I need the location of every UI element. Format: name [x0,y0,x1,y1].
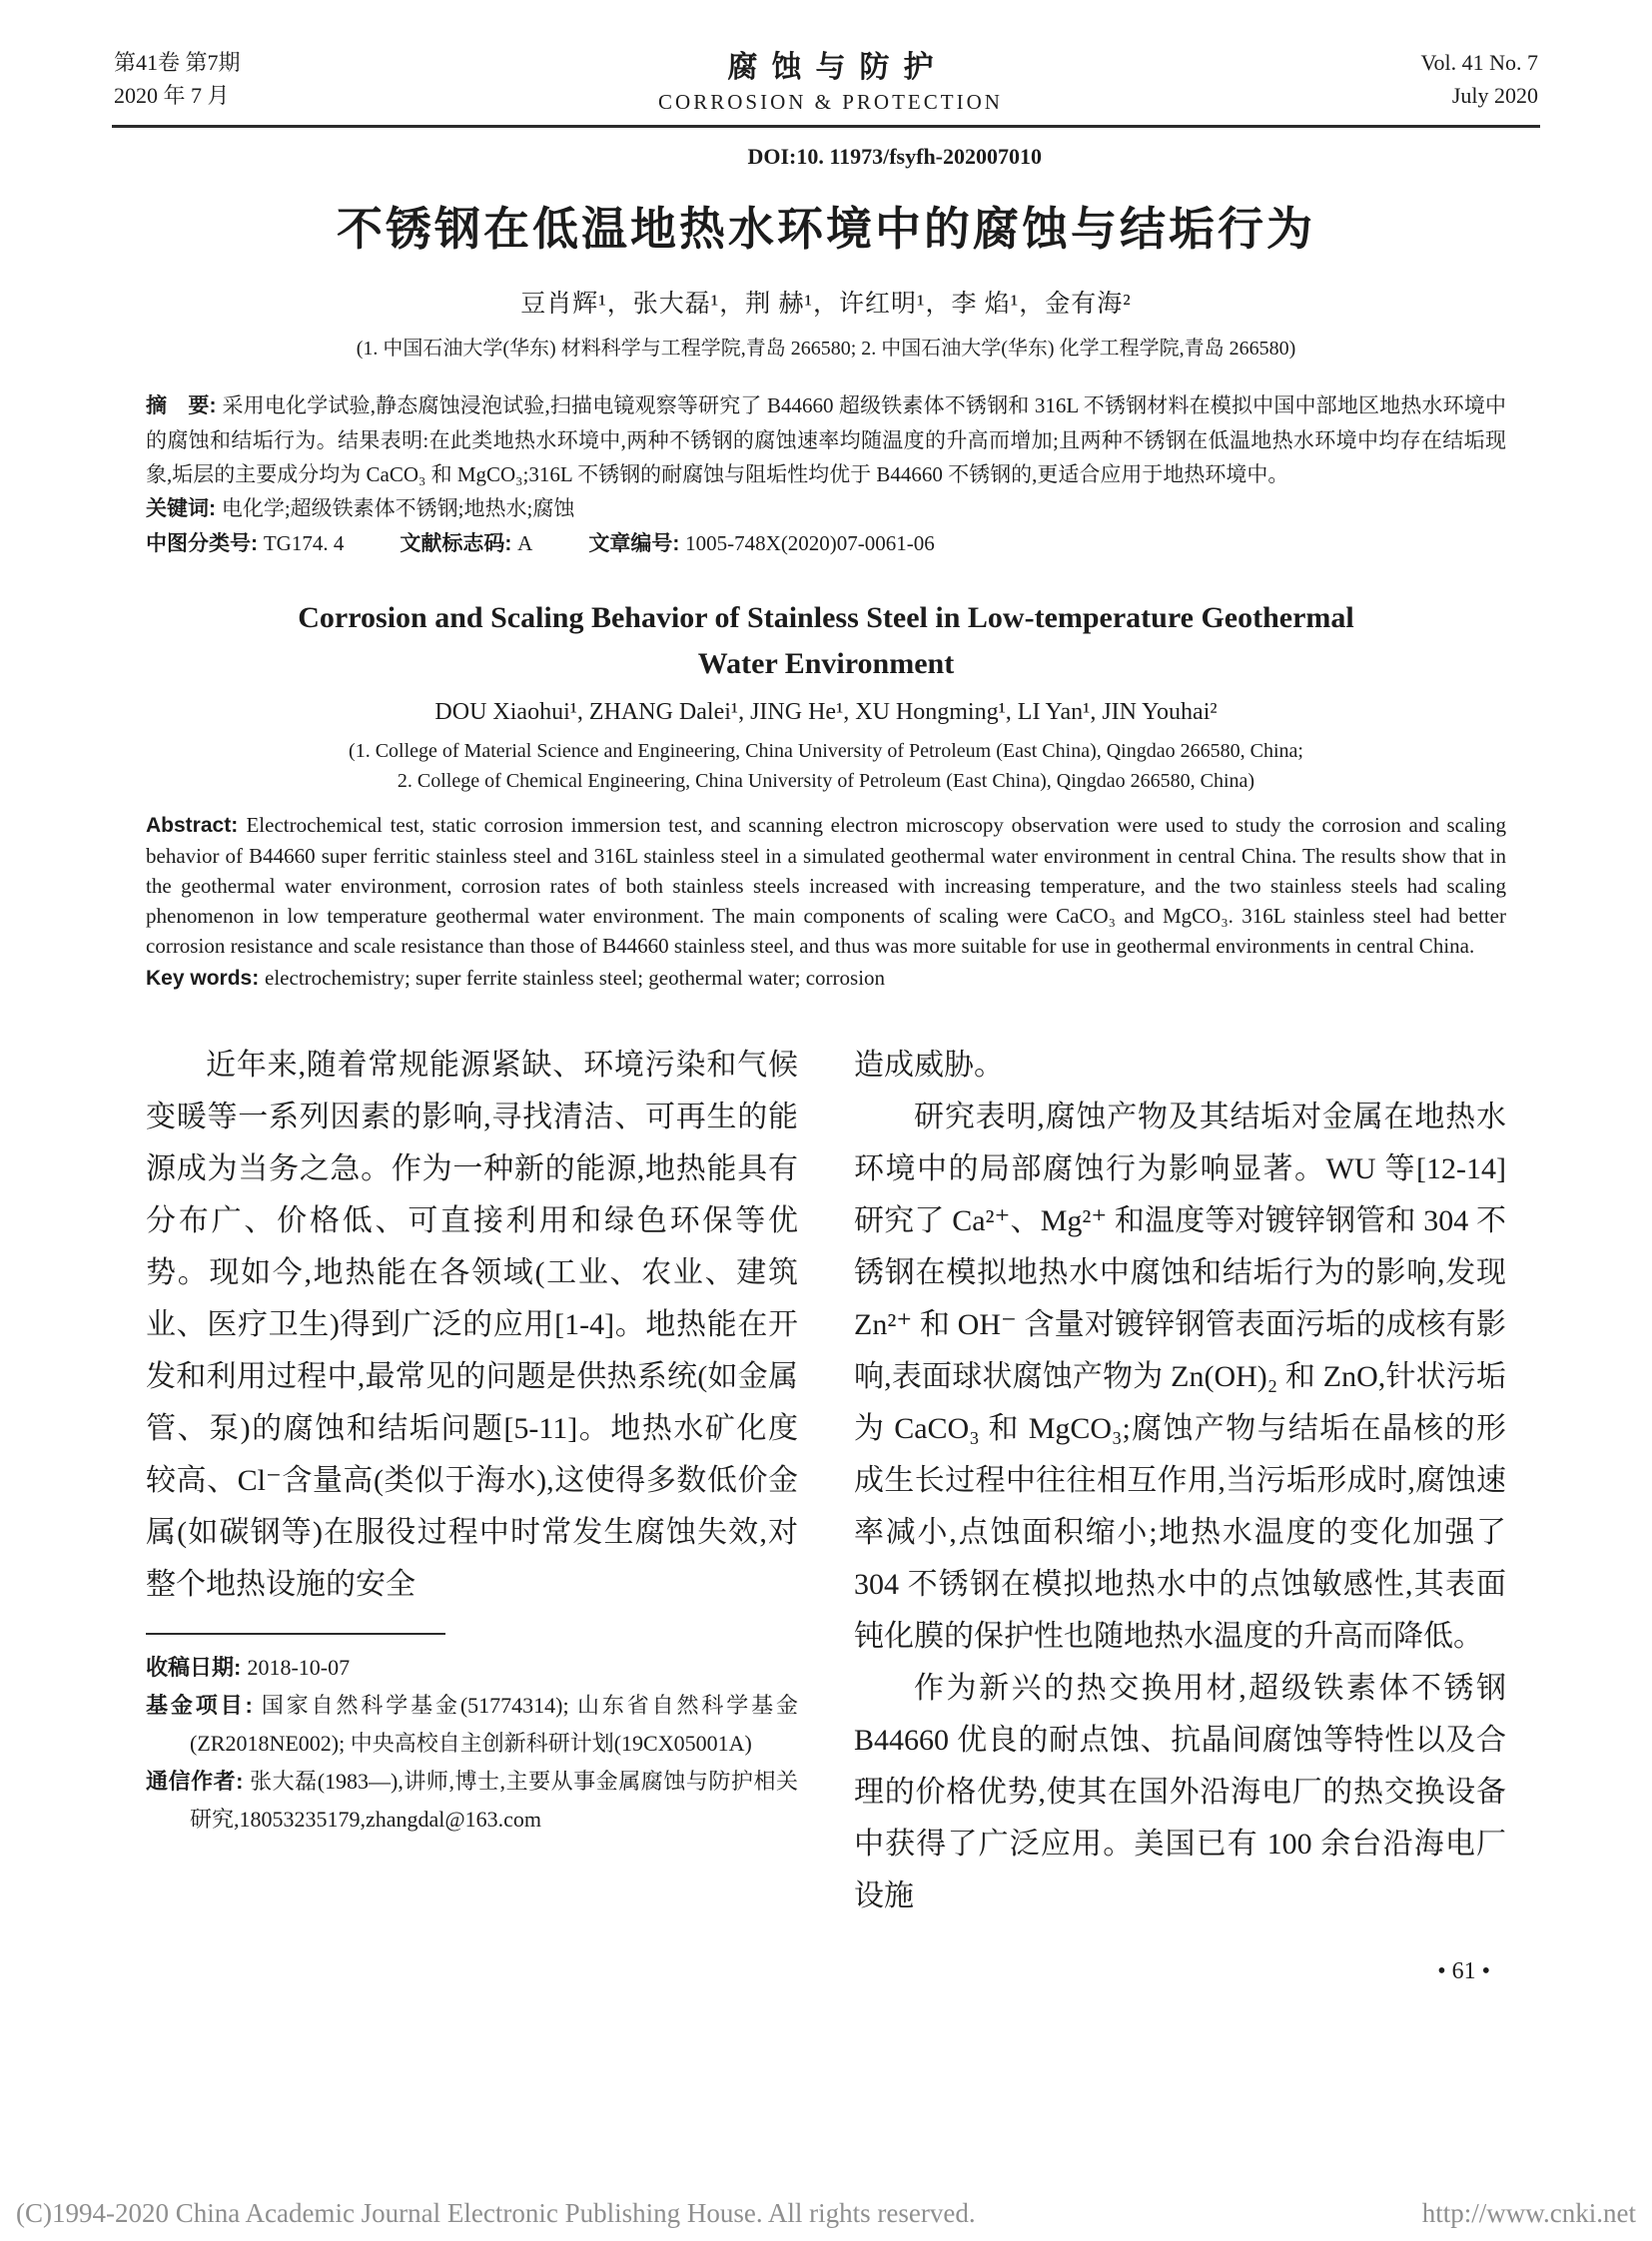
body-paragraph: 研究表明,腐蚀产物及其结垢对金属在地热水环境中的局部腐蚀行为影响显著。WU 等[12-14]研究了 Ca²⁺、Mg²⁺ 和温度等对镀锌钢管和 304 不锈钢在模拟地热水中腐蚀和结垢行为的影响,发现 Zn²⁺ 和 OH⁻ 含量对镀锌钢管表面污垢的成核有影响,表面球状腐蚀产物为 Zn(OH)₂ 和 ZnO,针状污垢为 CaCO₃ 和 MgCO₃;腐蚀产物与结垢在晶核的形成生长过程中往往相互作用,当污垢形成时,腐蚀速率减小,点蚀面积缩小;地热水温度的变化加强了 304 不锈钢在模拟地热水中的点蚀敏感性,其表面钝化膜的保护性也随地热水温度的升高而降低。 [854,1101,1506,1653]
body-paragraph: 作为新兴的热交换用材,超级铁素体不锈钢 B44660 优良的耐点蚀、抗晶间腐蚀等特性以及合理的价格优势,使其在国外沿海电厂的热交换设备中获得了广泛应用。美国已有 100 余台沿海电厂设施 [854,1672,1506,1912]
affiliation-en [146,736,1506,796]
abstract-cn [146,388,1506,491]
article-title-en [146,595,1506,687]
body-paragraph: 近年来,随着常规能源紧缺、环境污染和气候变暖等一系列因素的影响,寻找清洁、可再生的能源成为当务之急。作为一种新的能源,地热能具有分布广、价格低、可直接利用和绿色环保等优势。现如今,地热能在各领域(工业、农业、建筑业、医疗卫生)得到广泛的应用[1-4]。地热能在开发和利用过程中,最常见的问题是供热系统(如金属管、泵)的腐蚀和结垢问题[5-11]。地热水矿化度较高、Cl⁻含量高(类似于海水),这使得多数低价金属(如碳钢等)在服役过程中时常发生腐蚀失效,对整个地热设施的安全 [146,1049,798,1601]
footnote-corresponding-text: 张大磊(1983—),讲师,博士,主要从事金属腐蚀与防护相关研究,18053235179,zhangdal@163.com [190,1769,798,1832]
classification-line [146,526,1506,561]
footnote-block [146,1633,798,1839]
abstract-en-text: Electrochemical test, static corrosion immersion test, and scanning electron microscopy observation were used to study the corrosion and scaling behavior of B44660 super ferritic stainless steel and 316L stainless steel in a simulated geothermal water environment in central China. The results show that in the geothermal water environment, corrosion rates of both stainless steels increased with increasing temperature, and the two stainless steels had scaling phenomenon in low temperature geothermal water environment. The main components of scaling were CaCO₃ and MgCO₃. 316L stainless steel had better corrosion resistance and scale resistance than those of B44660 stainless steel, and thus was more suitable for use in geothermal environments in central China. [146,813,1506,958]
article-title-cn: 不锈钢在低温地热水环境中的腐蚀与结垢行为 [337,203,1315,255]
copyright-footer [16,2198,1636,2229]
authors-cn: 豆肖辉¹，张大磊¹，荆 赫¹，许红明¹，李 焰¹，金有海² [520,291,1132,318]
affiliation-en-line2: 2. College of Chemical Engineering, China University of Petroleum (East China), Qingdao 266580, China) [397,770,1255,792]
keywords-en [146,963,1506,994]
footnote-funding-label: 基金项目: [146,1693,262,1718]
affiliation-en-line1: (1. College of Material Science and Engineering, China University of Petroleum (East China), Qingdao 266580, China; [349,740,1303,762]
abstract-en [146,810,1506,961]
body-paragraph-continuation: 造成威胁。 [854,1049,1004,1082]
footnote-funding-text: 国家自然科学基金(51774314); 山东省自然科学基金(ZR2018NE002); 中央高校自主创新科研计划(19CX05001A) [190,1693,798,1756]
cnki-url: http://www.cnki.net [1421,2198,1636,2228]
authors-en: DOU Xiaohui¹, ZHANG Dalei¹, JING He¹, XU Hongming¹, LI Yan¹, JIN Youhai² [434,699,1218,725]
header-issue-block [114,46,241,112]
footnote-funding [146,1687,798,1763]
journal-title-block [658,42,1003,115]
footnote-corresponding-label: 通信作者: [146,1769,251,1794]
journal-title-cn: 腐蚀与防护 [727,51,948,84]
article-id-label: 文章编号: [588,532,686,555]
footnote-divider [146,1633,445,1635]
footnote-received [146,1649,798,1687]
copyright-text: (C)1994-2020 China Academic Journal Electronic Publishing House. All rights reserved. [16,2198,976,2228]
footnote-corresponding [146,1763,798,1839]
abstract-cn-text: 采用电化学试验,静态腐蚀浸泡试验,扫描电镜观察等研究了 B44660 超级铁素体不锈钢和 316L 不锈钢材料在模拟中国中部地区地热水环境中的腐蚀和结垢行为。结果表明:在此类地热水环境中,两种不锈钢的腐蚀速率均随温度的升高而增加;且两种不锈钢在低温地热水环境中均存在结垢现象,垢层的主要成分均为 CaCO₃ 和 MgCO₃;316L 不锈钢的耐腐蚀与阻垢性均优于 B44660 不锈钢的,更适合应用于地热环境中。 [146,393,1507,486]
abstract-cn-label: 摘 要: [146,394,223,417]
footnote-received-label: 收稿日期: [146,1655,248,1680]
abstract-en-label: Abstract: [146,814,247,837]
keywords-en-label: Key words: [146,967,266,990]
date-en: July 2020 [1451,82,1538,108]
article-id-value: 1005-748X(2020)07-0061-06 [685,531,935,555]
keywords-en-text: electrochemistry; super ferrite stainless steel; geothermal water; corrosion [265,966,886,990]
clc-value: TG174. 4 [263,531,345,555]
article-title-en-line1: Corrosion and Scaling Behavior of Stainless Steel in Low-temperature Geothermal [298,601,1354,634]
left-column [146,1040,798,1922]
keywords-cn-text: 电化学;超级铁素体不锈钢;地热水;腐蚀 [221,496,575,520]
doc-code-value: A [517,531,533,555]
doc-code-label: 文献标志码: [400,532,518,555]
article-body [146,1040,1506,1922]
footnote-received-text: 2018-10-07 [247,1655,351,1680]
page-number: • 61 • [1437,1958,1490,1984]
journal-title-en: CORROSION & PROTECTION [658,90,1003,114]
affiliation-cn: (1. 中国石油大学(华东) 材料科学与工程学院,青岛 266580; 2. 中国石油大学(华东) 化学工程学院,青岛 266580) [356,338,1296,360]
volume-issue-en: Vol. 41 No. 7 [1420,49,1538,75]
doi-line: DOI:10. 11973/fsyfh-202007010 [747,144,1042,169]
date-cn: 2020 年 7 月 [114,82,230,108]
keywords-cn [146,491,1506,526]
keywords-cn-label: 关键词: [146,497,222,520]
header-volume-block [1420,46,1538,112]
right-column [854,1040,1506,1922]
page-content [112,144,1540,1985]
volume-issue-cn: 第41卷 第7期 [114,49,241,75]
clc-label: 中图分类号: [146,532,264,555]
journal-header [112,42,1540,128]
article-title-en-line2: Water Environment [697,647,955,680]
